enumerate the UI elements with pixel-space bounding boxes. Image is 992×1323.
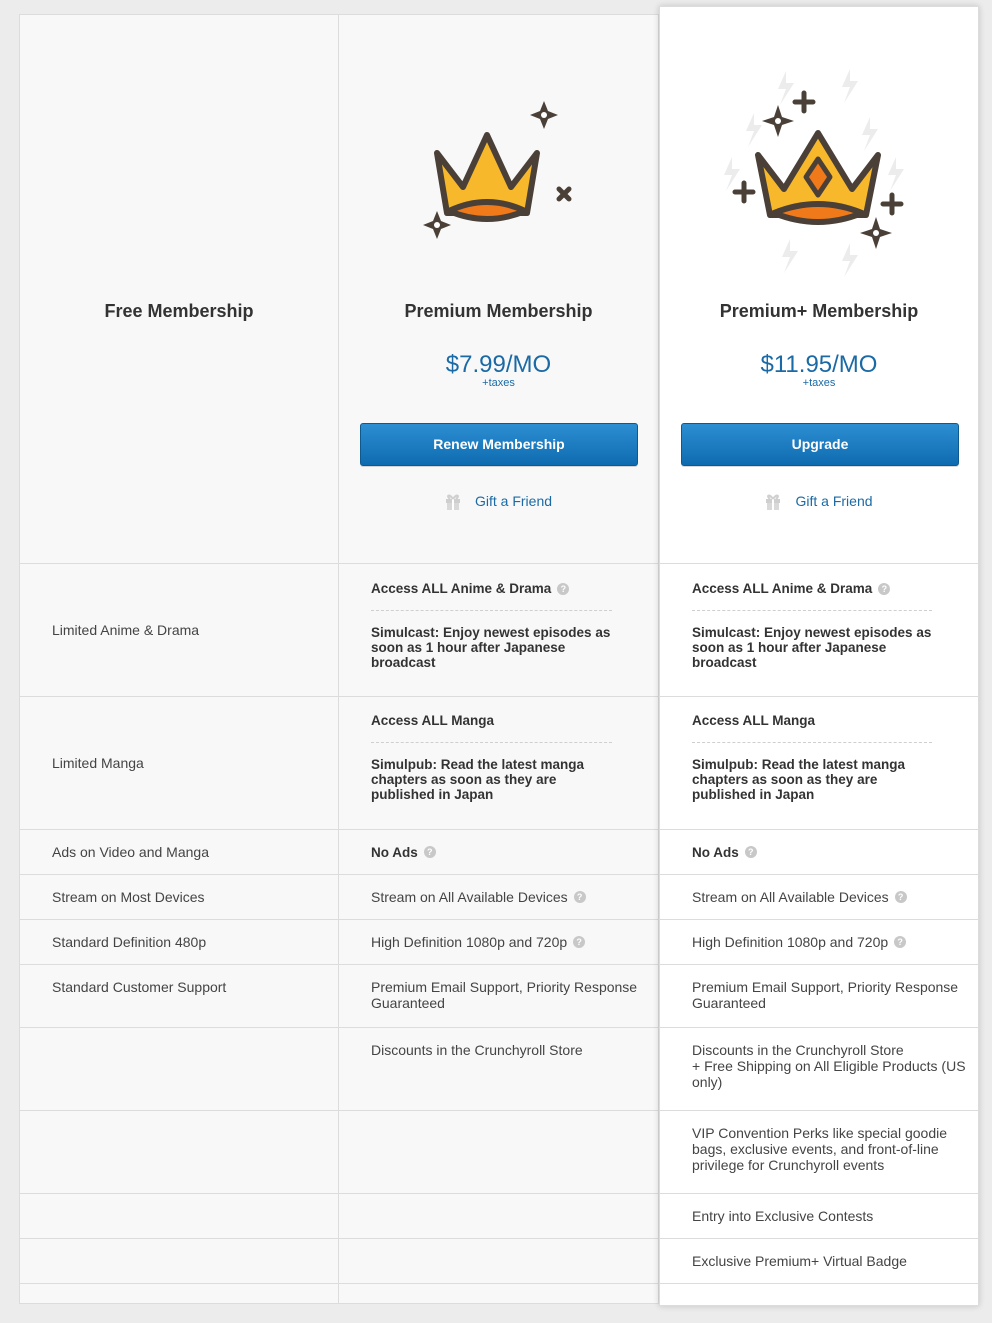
free-feature-row (20, 874, 338, 919)
premium-feature-row (339, 563, 658, 696)
premium-plus-hd-label: High Definition 1080p and 720p (692, 934, 889, 950)
free-feature-row (20, 919, 338, 964)
free-feature-row (20, 696, 338, 829)
premium-plus-feature-row (660, 919, 978, 964)
premium-plus-feature-row (660, 964, 978, 1027)
premium-plus-store-label: Discounts in the Crunchyroll Store (692, 1042, 904, 1058)
premium-store-label: Discounts in the Crunchyroll Store (371, 1042, 583, 1058)
premium-plus-shipping-label: + Free Shipping on All Eligible Products (US only) (692, 1058, 966, 1090)
free-feature-support: Standard Customer Support (52, 979, 227, 995)
premium-feature-row (339, 874, 658, 919)
premium-anime-cell (339, 564, 658, 686)
premium-manga-label: Access ALL Manga (371, 713, 495, 728)
free-plan-header (20, 15, 338, 563)
premium-feature-row (339, 696, 658, 829)
premium-empty-row (339, 1193, 658, 1238)
free-feature-manga: Limited Manga (52, 755, 144, 771)
premium-price: $7.99/MO (445, 351, 552, 378)
free-empty-row (20, 1193, 338, 1238)
renew-membership-button[interactable]: Renew Membership (360, 423, 638, 466)
premium-plus-plan-title: Premium+ Membership (719, 301, 919, 321)
premium-manga-cell (339, 697, 658, 818)
premium-devices-label: Stream on All Available Devices (371, 889, 568, 905)
premium-plan-title: Premium Membership (404, 301, 593, 321)
crown-icon (419, 93, 579, 243)
premium-empty-row (339, 1238, 658, 1283)
gift-icon (765, 493, 781, 511)
free-empty-row (20, 1238, 338, 1283)
free-feature-row (20, 829, 338, 874)
premium-plus-feature-row (660, 1193, 978, 1238)
divider (692, 742, 932, 743)
free-plan-column (19, 14, 339, 1304)
free-plan-title: Free Membership (104, 301, 254, 321)
free-feature-row (20, 964, 338, 1027)
premium-plus-taxes: +taxes (802, 377, 836, 389)
premium-plus-badge-label: Exclusive Premium+ Virtual Badge (692, 1253, 907, 1269)
upgrade-button[interactable]: Upgrade (681, 423, 959, 466)
premium-feature-row (339, 964, 658, 1027)
premium-plus-feature-row (660, 874, 978, 919)
gift-icon (445, 493, 461, 511)
divider (371, 610, 612, 611)
premium-plus-simulcast-label: Simulcast: Enjoy newest episodes as soon as 1 hour after Japanese broadcast (692, 625, 932, 670)
premium-anime-label: Access ALL Anime & Drama (371, 581, 552, 596)
crown-jewel-icon (720, 63, 920, 293)
premium-plus-feature-row (660, 563, 978, 696)
premium-plan-header (339, 15, 658, 563)
premium-plus-simulpub-label: Simulpub: Read the latest manga chapters as soon as they are published in Japan (692, 757, 906, 802)
premium-plus-gift-label[interactable]: Gift a Friend (795, 493, 873, 509)
premium-simulpub-label: Simulpub: Read the latest manga chapters as soon as they are published in Japan (371, 757, 585, 802)
premium-support-label: Premium Email Support, Priority Response Guaranteed (371, 979, 638, 1011)
free-feature-devices: Stream on Most Devices (52, 889, 205, 905)
question-circle-icon[interactable]: ? (573, 936, 585, 948)
premium-plus-feature-row (660, 696, 978, 829)
free-empty-row (20, 1027, 338, 1110)
premium-plus-gift-link[interactable] (660, 493, 978, 511)
premium-gift-label[interactable]: Gift a Friend (474, 493, 553, 509)
premium-feature-row (339, 919, 658, 964)
premium-taxes: +taxes (482, 377, 515, 389)
premium-feature-row (339, 829, 658, 874)
premium-plan-column (339, 14, 659, 1304)
question-circle-icon[interactable]: ? (878, 583, 890, 595)
free-empty-row (20, 1110, 338, 1193)
free-feature-anime: Limited Anime & Drama (52, 622, 200, 638)
free-feature-definition: Standard Definition 480p (52, 934, 207, 950)
premium-empty-row (339, 1110, 658, 1193)
question-circle-icon[interactable]: ? (557, 583, 569, 595)
premium-gift-link[interactable] (339, 493, 658, 511)
premium-plus-contests-label: Entry into Exclusive Contests (692, 1208, 874, 1224)
premium-plus-manga-label: Access ALL Manga (692, 713, 816, 728)
question-circle-icon[interactable]: ? (895, 891, 907, 903)
premium-plus-anime-label: Access ALL Anime & Drama (692, 581, 873, 596)
question-circle-icon[interactable]: ? (894, 936, 906, 948)
premium-plus-feature-row (660, 1110, 978, 1193)
premium-plus-anime-cell (660, 564, 978, 686)
divider (692, 610, 932, 611)
premium-plus-ads-label: No Ads (692, 844, 739, 860)
premium-hd-label: High Definition 1080p and 720p (371, 934, 568, 950)
premium-plus-plan-header (660, 7, 978, 563)
premium-plus-empty-row (660, 1283, 978, 1323)
premium-simulcast-label: Simulcast: Enjoy newest episodes as soon as 1 hour after Japanese broadcast (371, 625, 611, 670)
premium-plus-devices-label: Stream on All Available Devices (692, 889, 889, 905)
premium-empty-row (339, 1283, 658, 1323)
free-empty-row (20, 1283, 338, 1323)
divider (371, 742, 612, 743)
premium-plus-plan-column (659, 6, 979, 1306)
question-circle-icon[interactable]: ? (424, 846, 436, 858)
premium-plus-feature-row (660, 1238, 978, 1283)
premium-ads-label: No Ads (371, 844, 418, 860)
premium-plus-support-label: Premium Email Support, Priority Response Guaranteed (692, 979, 959, 1011)
premium-plus-manga-cell (660, 697, 978, 818)
premium-plus-feature-row (660, 829, 978, 874)
premium-plus-vip-label: VIP Convention Perks like special goodie bags, exclusive events, and front-of-line privilege for Crunchyroll events (692, 1125, 948, 1173)
question-circle-icon[interactable]: ? (574, 891, 586, 903)
question-circle-icon[interactable]: ? (745, 846, 757, 858)
free-feature-row (20, 563, 338, 696)
free-feature-ads: Ads on Video and Manga (52, 844, 209, 860)
premium-plus-feature-row (660, 1027, 978, 1110)
premium-plus-price: $11.95/MO (760, 351, 878, 378)
premium-feature-row (339, 1027, 658, 1110)
